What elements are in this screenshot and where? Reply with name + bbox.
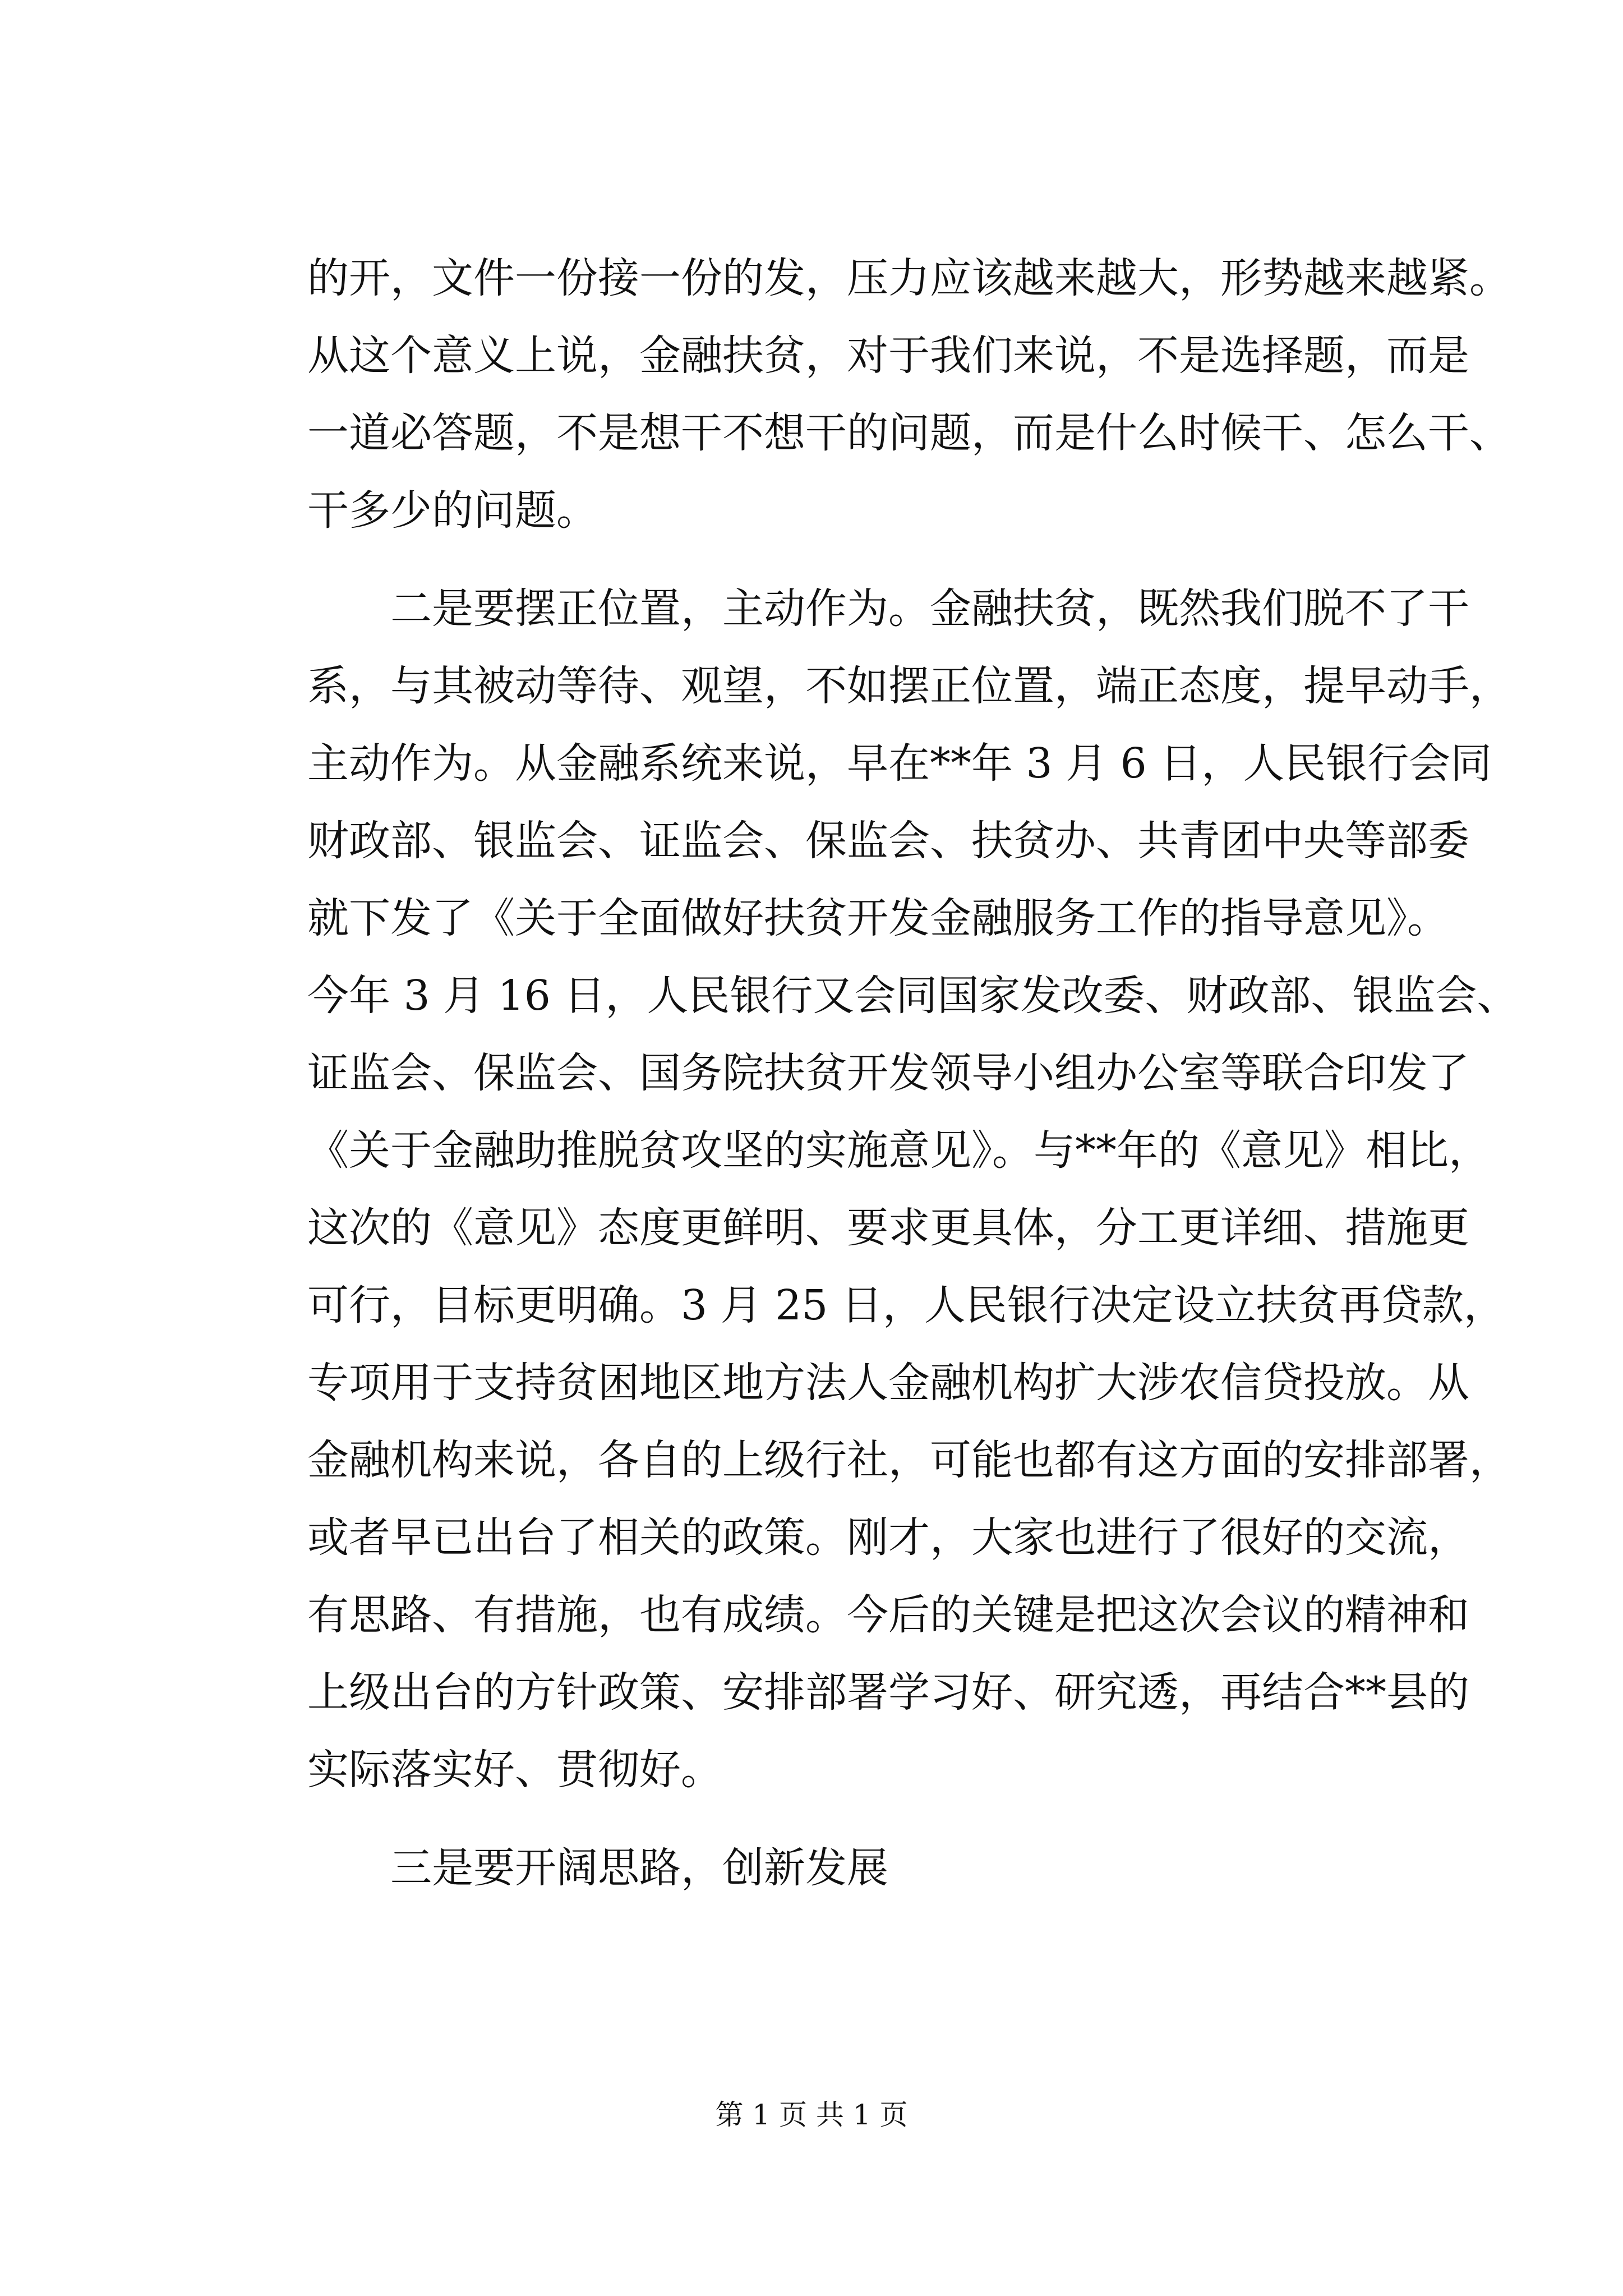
paragraph-1: [307, 240, 1511, 549]
document-body: [307, 240, 1519, 1907]
text-line: 一道必答题，不是想干不想干的问题，而是什么时候干、怎么干、: [307, 409, 1511, 457]
text-line: 可行，目标更明确。3 月 25 日，人民银行决定设立扶贫再贷款，: [307, 1281, 1505, 1329]
paragraph-spacer: [307, 1809, 1418, 1829]
page-number-footer: 第 1 页 共 1 页: [715, 2099, 908, 2131]
text-line: 专项用于支持贫困地区地方法人金融机构扩大涉农信贷投放。从: [307, 1359, 1469, 1407]
text-line: 二是要摆正位置，主动作为。金融扶贫，既然我们脱不了干: [390, 585, 1469, 633]
text-line: 系，与其被动等待、观望，不如摆正位置，端正态度，提早动手，: [307, 662, 1511, 710]
text-line: 证监会、保监会、国务院扶贫开发领导小组办公室等联合印发了: [307, 1049, 1469, 1097]
text-line: 财政部、银监会、证监会、保监会、扶贫办、共青团中央等部委: [307, 817, 1469, 865]
text-line: 从这个意义上说，金融扶贫，对于我们来说，不是选择题，而是: [307, 332, 1469, 380]
text-line: 上级出台的方针政策、安排部署学习好、研究透，再结合**县的: [307, 1668, 1469, 1717]
paragraph-3: [307, 1829, 1418, 1907]
text-line: 三是要开阔思路，创新发展: [390, 1844, 888, 1892]
paragraph-spacer: [307, 549, 1418, 570]
text-line: 有思路、有措施，也有成绩。今后的关键是把这次会议的精神和: [307, 1591, 1469, 1639]
text-line: 实际落实好、贯彻好。: [307, 1746, 722, 1794]
text-line: 《关于金融助推脱贫攻坚的实施意见》。与**年的《意见》相比，: [307, 1126, 1490, 1175]
text-line: 就下发了《关于全面做好扶贫开发金融服务工作的指导意见》。: [307, 894, 1449, 942]
text-line: 的开，文件一份接一份的发，压力应该越来越大，形势越来越紧。: [307, 254, 1511, 302]
paragraph-2: [307, 570, 1519, 1809]
text-line: 这次的《意见》态度更鲜明、要求更具体，分工更详细、措施更: [307, 1204, 1469, 1252]
text-line: 主动作为。从金融系统来说，早在**年 3 月 6 日，人民银行会同: [307, 739, 1492, 788]
text-line: 金融机构来说，各自的上级行社，可能也都有这方面的安排部署，: [307, 1436, 1511, 1484]
text-line: 或者早已出台了相关的政策。刚才，大家也进行了很好的交流，: [307, 1513, 1469, 1562]
text-line: 今年 3 月 16 日，人民银行又会同国家发改委、财政部、银监会、: [307, 972, 1519, 1020]
text-line: 干多少的问题。: [307, 486, 598, 535]
